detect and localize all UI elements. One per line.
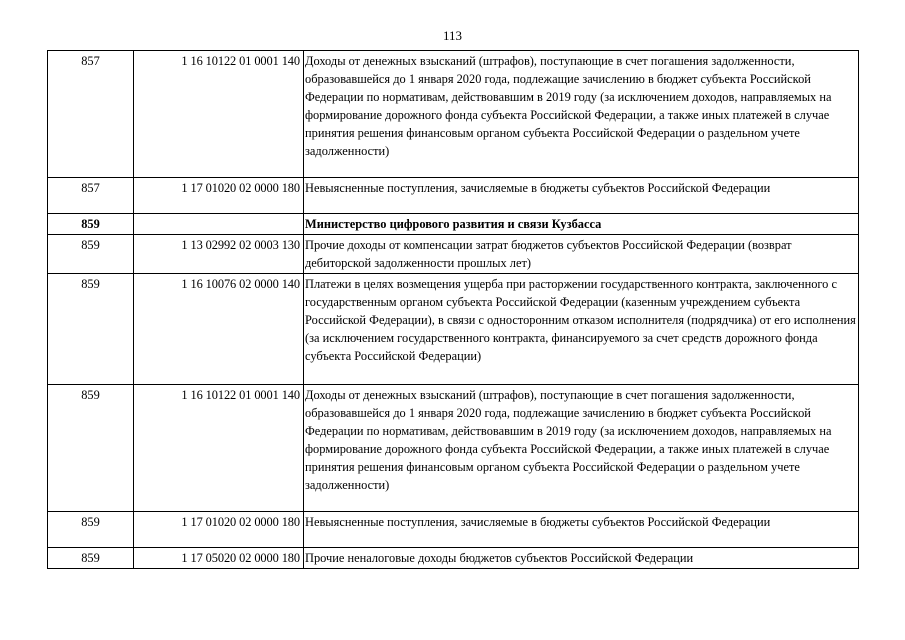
revenue-code-cell: [134, 214, 304, 235]
revenue-name-cell: Невыясненные поступления, зачисляемые в бюджеты субъектов Российской Федерации: [304, 512, 859, 548]
revenue-code-cell: 1 17 01020 02 0000 180: [134, 178, 304, 214]
table-row: [48, 51, 859, 178]
page-number: 113: [442, 28, 463, 43]
table-row: [48, 548, 859, 569]
revenue-code-cell: 1 16 10122 01 0001 140: [134, 51, 304, 178]
admin-code-cell: 859: [48, 274, 134, 385]
admin-code-cell: 859: [48, 512, 134, 548]
revenue-name-cell: Платежи в целях возмещения ущерба при расторжении государственного контракта, заключенного с государственным органом субъекта Российской Федерации (казенным учреждением субъекта Российской Федерации), в связи с односторонним отказом исполнителя (подрядчика) от его исполнения (за исключением государственного контракта, финансируемого за счет средств дорожного фонда субъекта Российской Федерации): [304, 274, 859, 385]
revenue-name-cell: Невыясненные поступления, зачисляемые в бюджеты субъектов Российской Федерации: [304, 178, 859, 214]
admin-code-cell: 859: [48, 385, 134, 512]
revenue-code-cell: 1 17 05020 02 0000 180: [134, 548, 304, 569]
table-row: [48, 512, 859, 548]
revenue-code-cell: 1 16 10122 01 0001 140: [134, 385, 304, 512]
table-row: [48, 235, 859, 274]
revenue-code-cell: 1 16 10076 02 0000 140: [134, 274, 304, 385]
revenue-name-cell: Доходы от денежных взысканий (штрафов), поступающие в счет погашения задолженности, образовавшейся до 1 января 2020 года, подлежащие зачислению в бюджет субъекта Российской Федерации по нормативам, действовавшим в 2019 году (за исключением доходов, направляемых на формирование дорожного фонда субъекта Российской Федерации, а также иных платежей в случае принятия решения финансовым органом субъекта Российской Федерации о раздельном учете задолженности): [304, 385, 859, 512]
revenue-name-cell: Доходы от денежных взысканий (штрафов), поступающие в счет погашения задолженности, образовавшейся до 1 января 2020 года, подлежащие зачислению в бюджет субъекта Российской Федерации по нормативам, действовавшим в 2019 году (за исключением доходов, направляемых на формирование дорожного фонда субъекта Российской Федерации, а также иных платежей в случае принятия решения финансовым органом субъекта Российской Федерации о раздельном учете задолженности): [304, 51, 859, 178]
admin-code-cell: 857: [48, 51, 134, 178]
administrator-name-cell: Министерство цифрового развития и связи Кузбасса: [304, 214, 859, 235]
revenue-name-cell: Прочие доходы от компенсации затрат бюджетов субъектов Российской Федерации (возврат дебиторской задолженности прошлых лет): [304, 235, 859, 274]
revenue-code-cell: 1 13 02992 02 0003 130: [134, 235, 304, 274]
table-row: [48, 274, 859, 385]
admin-code-cell: 859: [48, 214, 134, 235]
admin-code-cell: 859: [48, 548, 134, 569]
admin-code-cell: 859: [48, 235, 134, 274]
table-row: [48, 178, 859, 214]
revenue-name-cell: Прочие неналоговые доходы бюджетов субъектов Российской Федерации: [304, 548, 859, 569]
table-row: [48, 385, 859, 512]
revenue-code-cell: 1 17 01020 02 0000 180: [134, 512, 304, 548]
admin-code-cell: 857: [48, 178, 134, 214]
budget-revenue-table: [47, 50, 859, 569]
administrator-header-row: [48, 214, 859, 235]
